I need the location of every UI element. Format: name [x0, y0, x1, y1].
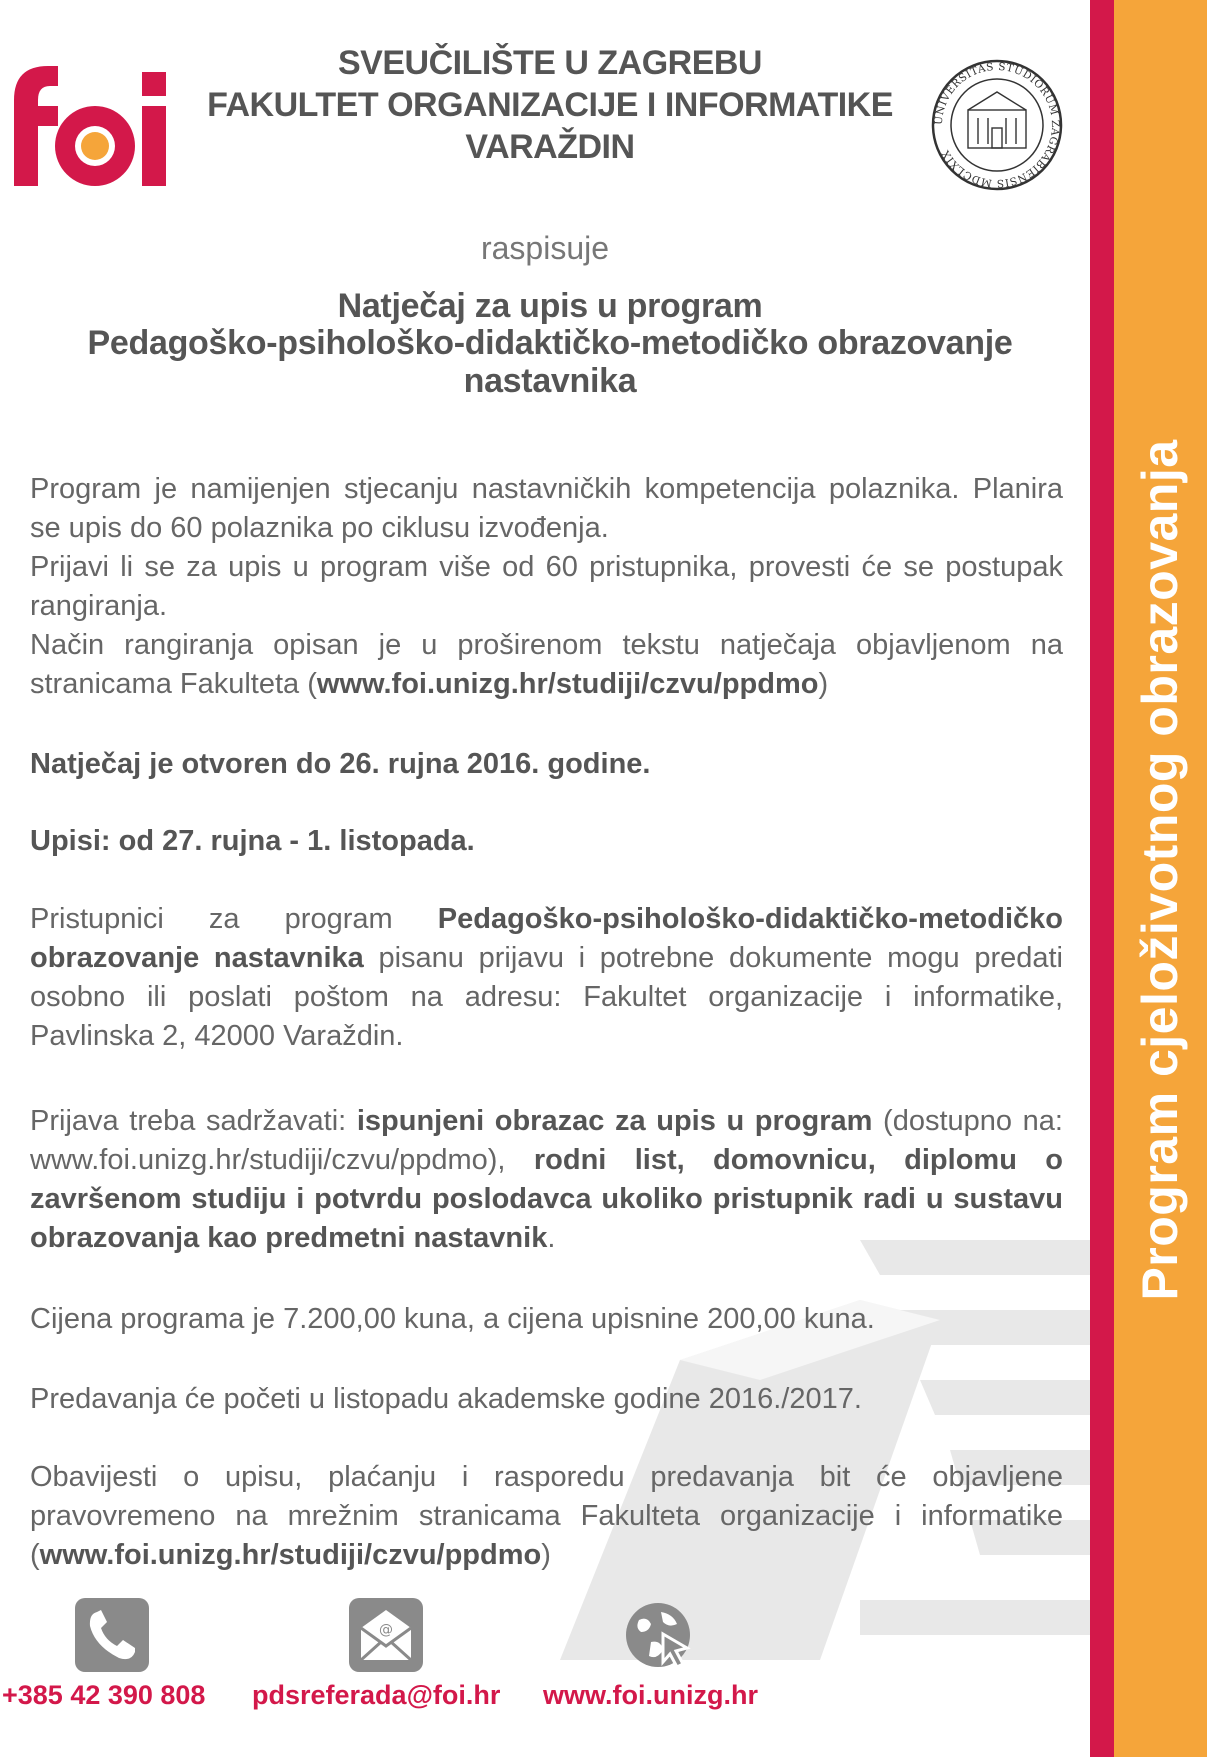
faculty-name: FAKULTET ORGANIZACIJE I INFORMATIKE — [207, 86, 893, 124]
email-address[interactable]: pdsreferada@foi.hr — [252, 1680, 501, 1710]
deadline-text: Natječaj je otvoren do 26. rujna 2016. godine. — [30, 748, 651, 780]
city-name: VARAŽDIN — [465, 128, 635, 166]
intro-paragraph — [30, 470, 1063, 704]
title-line-1: Natječaj za upis u program — [337, 287, 763, 325]
intro-sentence-2: Prijavi li se za upis u program više od 60 pristupnika, provesti će se postupak rangiranja. — [30, 551, 1063, 622]
announcement-verb: raspisuje — [480, 230, 610, 266]
university-name: SVEUČILIŠTE U ZAGREBU — [338, 44, 762, 82]
seal-text: UNIVERSITAS STUDIORUM ZAGRABIENSIS MDCLXIX — [932, 60, 1062, 190]
phone-icon — [75, 1598, 149, 1672]
intro-sentence-1: Program je namijenjen stjecanju nastavničkih kompetencija polaznika. Planira se upis do 60 polaznika po ciklusu izvođenja. — [30, 473, 1063, 544]
email-icon — [349, 1598, 423, 1672]
notice-link[interactable]: www.foi.unizg.hr/studiji/czvu/ppdmo — [39, 1539, 542, 1571]
enrollment-dates: Upisi: od 27. rujna - 1. listopada. — [30, 825, 475, 857]
documents-paragraph: Prijava treba sadržavati: ispunjeni obrazac za upis u program (dostupno na: www.foi.unizg.hr/studiji/czvu/ppdmo), rodni list, domovnicu, diplomu o završenom studiju i potvrdu poslodavca ukoliko pristupnik radi u sustavu obrazovanja kao predmetni nastavnik. — [30, 1105, 1064, 1254]
notice-paragraph: Obavijesti o upisu, plaćanju i rasporedu predavanja bit će objavljene pravovremeno na mrežnim stranicama Fakulteta organizacije i informatike (www.foi.unizg.hr/studiji/czvu/ppdmo) — [30, 1461, 1063, 1571]
intro-sentence-3: Način rangiranja opisan je u proširenom tekstu natječaja objavljenom na stranicama Fakulteta (www.foi.unizg.hr/studiji/czvu/ppdmo) — [30, 629, 1063, 700]
svg-text:@: @ — [379, 1622, 393, 1638]
website-url[interactable]: www.foi.unizg.hr — [543, 1680, 758, 1710]
program-link[interactable]: www.foi.unizg.hr/studiji/czvu/ppdmo — [316, 668, 819, 700]
lectures-text: Predavanja će početi u listopadu akademske godine 2016./2017. — [30, 1383, 862, 1415]
university-seal — [930, 58, 1064, 192]
side-title-text: Program cjeloživotnog obrazovanja — [1132, 439, 1188, 1301]
title-line-3: nastavnika — [463, 362, 637, 400]
phone-number[interactable]: +385 42 390 808 — [2, 1680, 206, 1710]
foi-logo — [0, 58, 170, 188]
application-paragraph: Pristupnici za program Pedagoško-psihološko-didaktičko-metodičko obrazovanje nastavnika pisanu prijavu i potrebne dokumente mogu predati osobno ili poslati poštom na adresu: Fakultet organizacije i informatike, Pavlinska 2, 42000 Varaždin. — [30, 903, 1063, 1052]
globe-cursor-icon — [621, 1598, 695, 1672]
title-line-2: Pedagoško-psihološko-didaktičko-metodičko obrazovanje — [87, 324, 1013, 362]
price-text: Cijena programa je 7.200,00 kuna, a cijena upisnine 200,00 kuna. — [30, 1303, 875, 1335]
side-band-red — [1090, 0, 1114, 1757]
